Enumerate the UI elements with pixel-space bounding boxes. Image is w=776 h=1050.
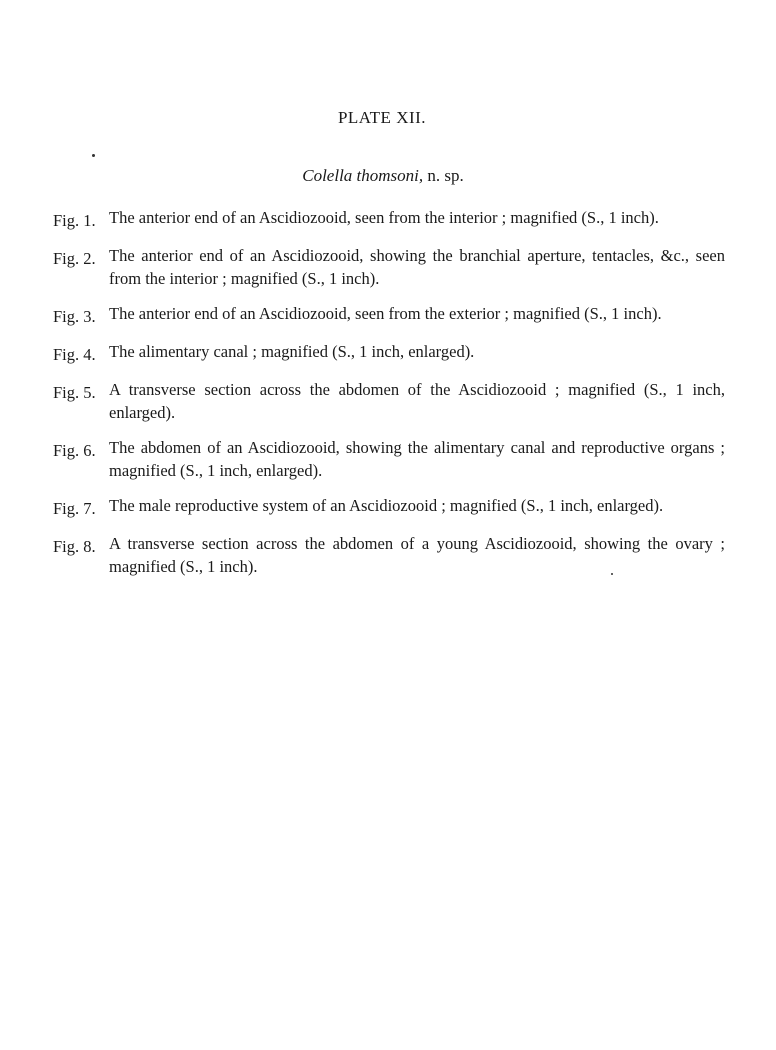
figure-entry-8 [53,532,725,578]
figure-label: Fig. 4. [53,345,96,364]
species-suffix: n. sp. [423,166,464,185]
figure-label: Fig. 5. [53,383,96,402]
figure-caption: The abdomen of an Ascidiozooid, showing the alimentary canal and reproductive organs ; magnified (S., 1 inch, enlarged). [109,438,725,480]
species-latin-name: Colella thomsoni, [302,166,424,185]
figure-label: Fig. 2. [53,249,96,268]
figure-label: Fig. 6. [53,441,96,460]
figure-caption: The anterior end of an Ascidiozooid, showing the branchial aperture, tentacles, &c., seen from the interior ; magnified (S., 1 inch). [109,246,725,288]
figure-label: Fig. 1. [53,211,96,230]
figure-entry-6 [53,436,725,482]
species-heading [0,166,776,186]
figure-label: Fig. 3. [53,307,96,326]
figure-caption: The alimentary canal ; magnified (S., 1 inch, enlarged). [109,342,475,361]
figure-entry-1 [53,206,725,232]
figure-list [53,206,725,590]
figure-label: Fig. 7. [53,499,96,518]
plate-title [0,108,776,128]
figure-entry-3 [53,302,725,328]
plate-title-text: PLATE XII. [337,108,427,127]
figure-caption: The anterior end of an Ascidiozooid, seen from the exterior ; magnified (S., 1 inch). [109,304,662,323]
figure-entry-7 [53,494,725,520]
speck-mark [92,154,95,157]
figure-caption: The anterior end of an Ascidiozooid, seen from the interior ; magnified (S., 1 inch). [109,208,659,227]
figure-entry-5 [53,378,725,424]
figure-label: Fig. 8. [53,537,96,556]
figure-caption: A transverse section across the abdomen of the Ascidiozooid ; magnified (S., 1 inch, enlarged). [109,380,725,422]
figure-caption: A transverse section across the abdomen of a young Ascidiozooid, showing the ovary ; magnified (S., 1 inch). [109,534,725,576]
figure-caption: The male reproductive system of an Ascidiozooid ; magnified (S., 1 inch, enlarged). [109,496,664,515]
figure-entry-4 [53,340,725,366]
figure-entry-2 [53,244,725,290]
speck-mark [611,573,613,575]
